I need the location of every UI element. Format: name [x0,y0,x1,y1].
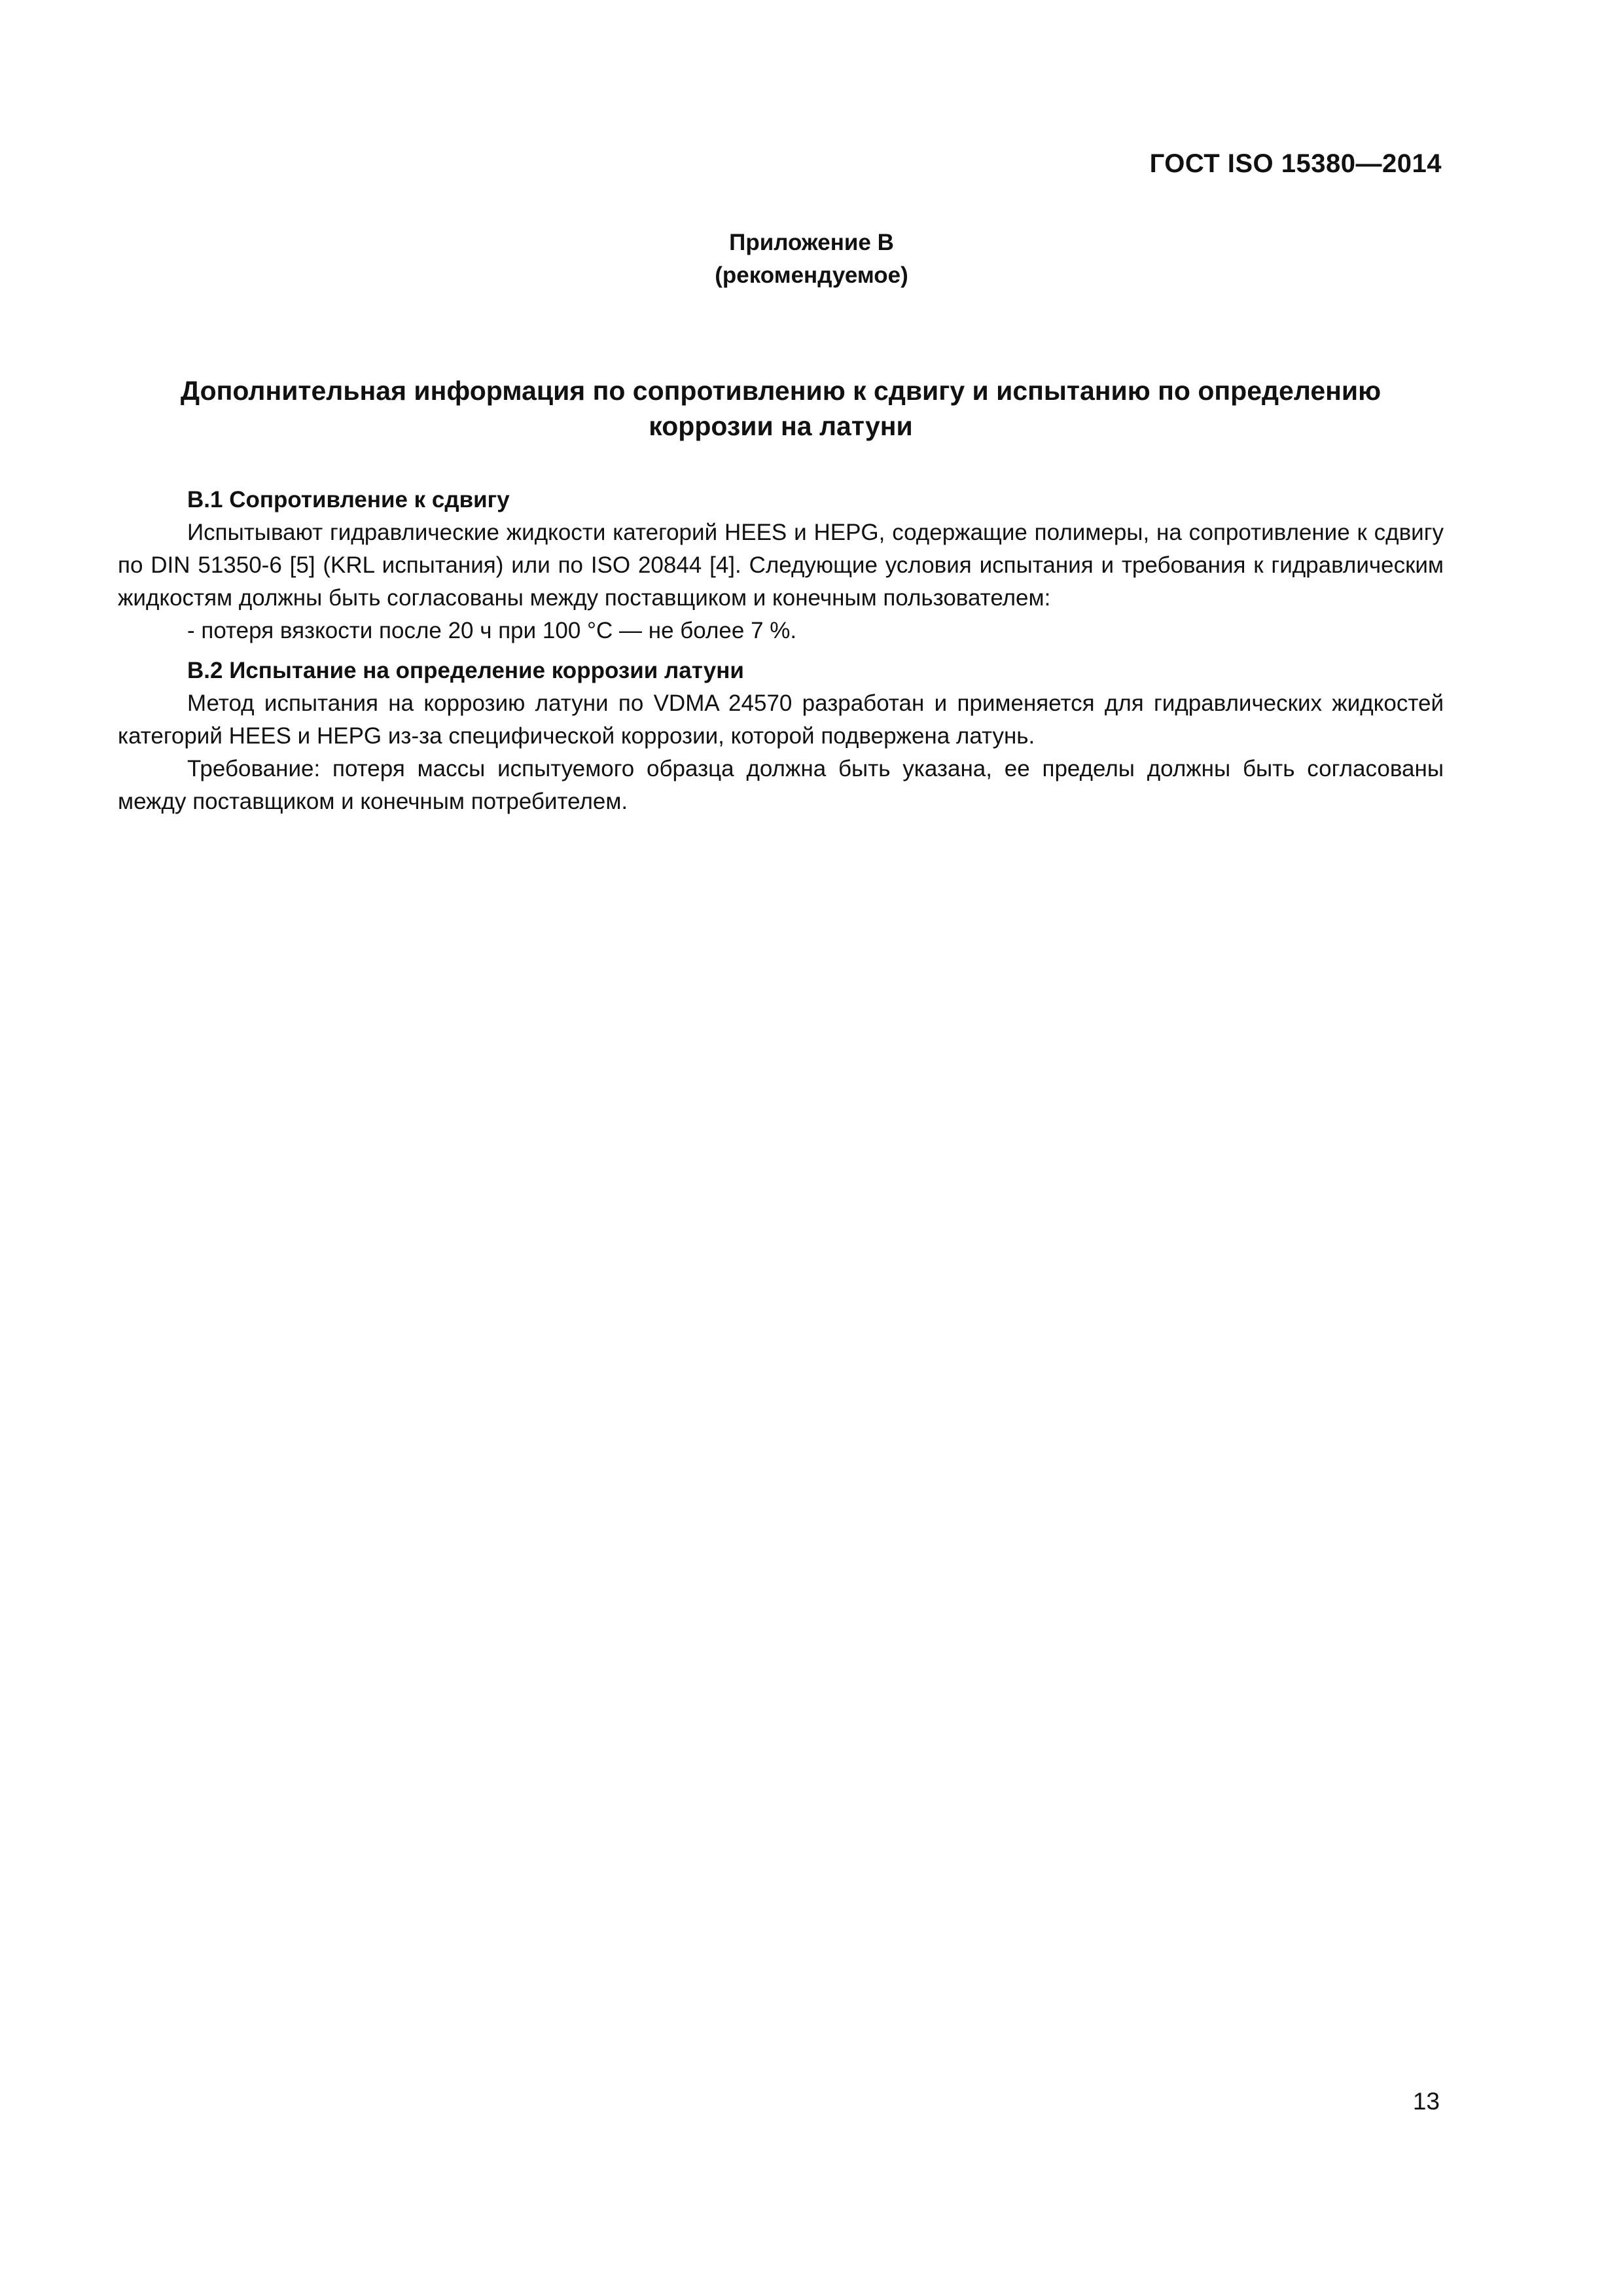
annex-status: (рекомендуемое) [715,262,908,288]
annex-label: Приложение В [729,230,894,255]
page-number: 13 [1412,2088,1440,2115]
annex-title-line-1: Дополнительная информация по сопротивлению к сдвигу и испытанию по определению [180,376,1382,406]
document-code: ГОСТ ISO 15380—2014 [1149,149,1442,178]
section-heading: В.1 Сопротивление к сдвигу [187,487,510,512]
section-b2 [118,655,1444,818]
annex-title-line-2: коррозии на латуни [649,411,913,441]
section-b1 [118,484,1444,647]
section-heading: В.2 Испытание на определение коррозии латуни [187,658,744,683]
annex-heading [0,226,1623,292]
section-paragraph: Испытывают гидравлические жидкости категорий HEES и HEPG, содержащие полимеры, на сопротивление к сдвигу по DIN 51350-6 [5] (KRL испытания) или по ISO 20844 [4]. Следующие условия испытания и требования к гидравлическим жидкостям должны быть согласованы между поставщиком и конечным пользователем: [118,520,1444,611]
section-paragraph: Требование: потеря массы испытуемого образца должна быть указана, ее пределы должны быть согласованы между поставщиком и конечным потребителем. [118,756,1444,814]
section-paragraph: Метод испытания на коррозию латуни по VDMA 24570 разработан и применяется для гидравлических жидкостей категорий HEES и HEPG из-за специфической коррозии, которой подвержена латунь. [118,691,1444,749]
annex-title [118,373,1444,444]
list-item: - потеря вязкости после 20 ч при 100 °С — не более 7 %. [187,618,797,643]
